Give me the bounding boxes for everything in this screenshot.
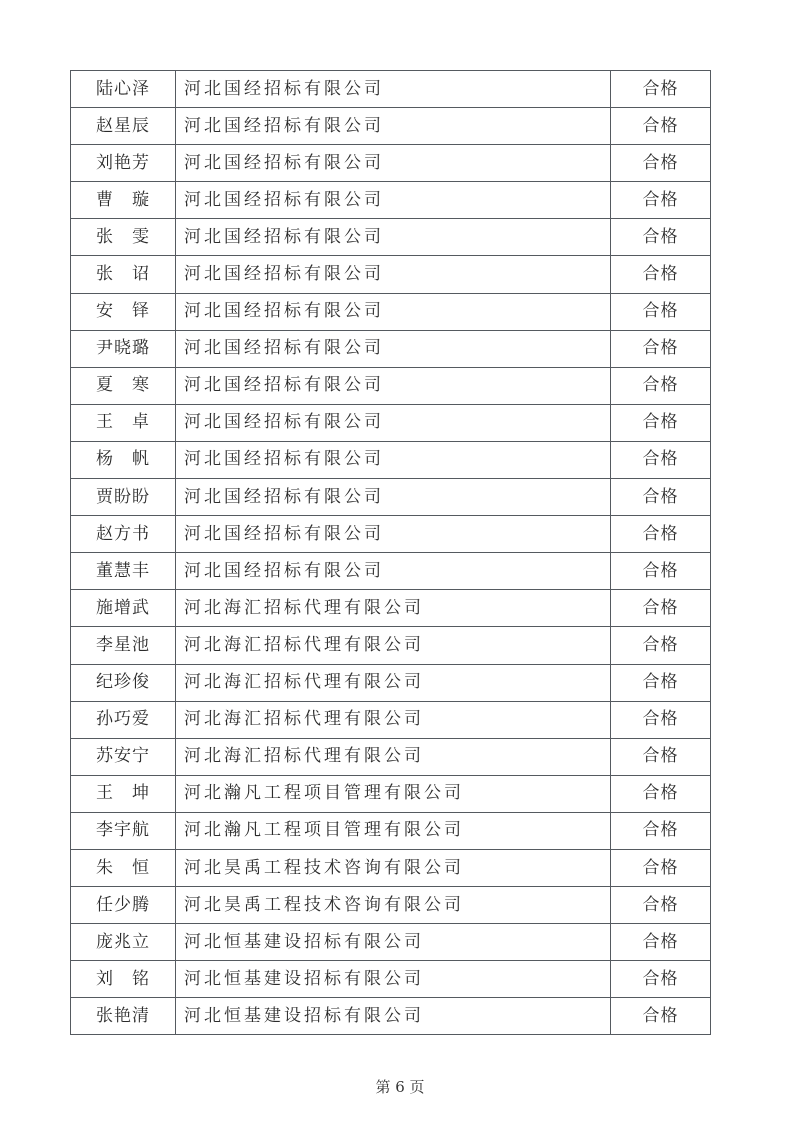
- person-name-cell: 尹晓璐: [71, 330, 176, 367]
- person-name-cell: 施增武: [71, 590, 176, 627]
- result-cell: 合格: [611, 664, 711, 701]
- company-cell: 河北海汇招标代理有限公司: [176, 627, 611, 664]
- company-cell: 河北国经招标有限公司: [176, 441, 611, 478]
- table-row: [71, 367, 711, 404]
- result-cell: 合格: [611, 887, 711, 924]
- person-name-cell: 陆心泽: [71, 71, 176, 108]
- result-cell: 合格: [611, 738, 711, 775]
- result-cell: 合格: [611, 998, 711, 1035]
- company-cell: 河北国经招标有限公司: [176, 404, 611, 441]
- page-number: 第 6 页: [375, 1078, 425, 1096]
- table-row: [71, 293, 711, 330]
- company-cell: 河北瀚凡工程项目管理有限公司: [176, 775, 611, 812]
- table-row: [71, 256, 711, 293]
- table-row: [71, 812, 711, 849]
- table-row: [71, 924, 711, 961]
- person-name-cell: 赵方书: [71, 516, 176, 553]
- result-cell: 合格: [611, 108, 711, 145]
- person-name-cell: 张 雯: [71, 219, 176, 256]
- company-cell: 河北海汇招标代理有限公司: [176, 590, 611, 627]
- company-cell: 河北瀚凡工程项目管理有限公司: [176, 812, 611, 849]
- table-row: [71, 664, 711, 701]
- table-row: [71, 590, 711, 627]
- person-name-cell: 杨 帆: [71, 441, 176, 478]
- result-cell: 合格: [611, 849, 711, 886]
- result-cell: 合格: [611, 812, 711, 849]
- result-cell: 合格: [611, 293, 711, 330]
- table-row: [71, 738, 711, 775]
- result-cell: 合格: [611, 256, 711, 293]
- person-name-cell: 任少腾: [71, 887, 176, 924]
- company-cell: 河北昊禹工程技术咨询有限公司: [176, 849, 611, 886]
- table-row: [71, 887, 711, 924]
- company-cell: 河北恒基建设招标有限公司: [176, 998, 611, 1035]
- table-row: [71, 182, 711, 219]
- result-cell: 合格: [611, 182, 711, 219]
- result-cell: 合格: [611, 71, 711, 108]
- table-row: [71, 627, 711, 664]
- table-row: [71, 71, 711, 108]
- company-cell: 河北国经招标有限公司: [176, 479, 611, 516]
- table-row: [71, 108, 711, 145]
- table-row: [71, 479, 711, 516]
- result-cell: 合格: [611, 145, 711, 182]
- person-name-cell: 张 诏: [71, 256, 176, 293]
- result-cell: 合格: [611, 590, 711, 627]
- person-name-cell: 贾盼盼: [71, 479, 176, 516]
- company-cell: 河北国经招标有限公司: [176, 553, 611, 590]
- table-row: [71, 553, 711, 590]
- results-table: [70, 70, 711, 1035]
- person-name-cell: 李星池: [71, 627, 176, 664]
- company-cell: 河北海汇招标代理有限公司: [176, 664, 611, 701]
- result-cell: 合格: [611, 775, 711, 812]
- person-name-cell: 王 卓: [71, 404, 176, 441]
- person-name-cell: 庞兆立: [71, 924, 176, 961]
- company-cell: 河北海汇招标代理有限公司: [176, 738, 611, 775]
- company-cell: 河北恒基建设招标有限公司: [176, 961, 611, 998]
- result-cell: 合格: [611, 553, 711, 590]
- person-name-cell: 孙巧爱: [71, 701, 176, 738]
- person-name-cell: 曹 璇: [71, 182, 176, 219]
- table-row: [71, 849, 711, 886]
- result-cell: 合格: [611, 441, 711, 478]
- result-cell: 合格: [611, 404, 711, 441]
- person-name-cell: 王 坤: [71, 775, 176, 812]
- person-name-cell: 夏 寒: [71, 367, 176, 404]
- person-name-cell: 李宇航: [71, 812, 176, 849]
- company-cell: 河北国经招标有限公司: [176, 108, 611, 145]
- person-name-cell: 朱 恒: [71, 849, 176, 886]
- person-name-cell: 董慧丰: [71, 553, 176, 590]
- company-cell: 河北国经招标有限公司: [176, 330, 611, 367]
- result-cell: 合格: [611, 367, 711, 404]
- table-row: [71, 330, 711, 367]
- table-row: [71, 961, 711, 998]
- person-name-cell: 苏安宁: [71, 738, 176, 775]
- company-cell: 河北国经招标有限公司: [176, 71, 611, 108]
- table-row: [71, 701, 711, 738]
- result-cell: 合格: [611, 701, 711, 738]
- company-cell: 河北国经招标有限公司: [176, 182, 611, 219]
- company-cell: 河北国经招标有限公司: [176, 516, 611, 553]
- company-cell: 河北国经招标有限公司: [176, 256, 611, 293]
- table-row: [71, 441, 711, 478]
- table-row: [71, 404, 711, 441]
- table-row: [71, 145, 711, 182]
- person-name-cell: 赵星辰: [71, 108, 176, 145]
- result-cell: 合格: [611, 924, 711, 961]
- result-cell: 合格: [611, 961, 711, 998]
- table-row: [71, 219, 711, 256]
- company-cell: 河北昊禹工程技术咨询有限公司: [176, 887, 611, 924]
- result-cell: 合格: [611, 479, 711, 516]
- company-cell: 河北国经招标有限公司: [176, 293, 611, 330]
- table-row: [71, 516, 711, 553]
- result-cell: 合格: [611, 627, 711, 664]
- person-name-cell: 刘 铭: [71, 961, 176, 998]
- company-cell: 河北国经招标有限公司: [176, 219, 611, 256]
- results-table-container: [70, 70, 710, 1035]
- company-cell: 河北海汇招标代理有限公司: [176, 701, 611, 738]
- person-name-cell: 张艳清: [71, 998, 176, 1035]
- company-cell: 河北国经招标有限公司: [176, 145, 611, 182]
- company-cell: 河北恒基建设招标有限公司: [176, 924, 611, 961]
- company-cell: 河北国经招标有限公司: [176, 367, 611, 404]
- result-cell: 合格: [611, 330, 711, 367]
- table-row: [71, 998, 711, 1035]
- table-row: [71, 775, 711, 812]
- person-name-cell: 纪珍俊: [71, 664, 176, 701]
- person-name-cell: 安 铎: [71, 293, 176, 330]
- result-cell: 合格: [611, 219, 711, 256]
- person-name-cell: 刘艳芳: [71, 145, 176, 182]
- results-table-body: [71, 71, 711, 1035]
- result-cell: 合格: [611, 516, 711, 553]
